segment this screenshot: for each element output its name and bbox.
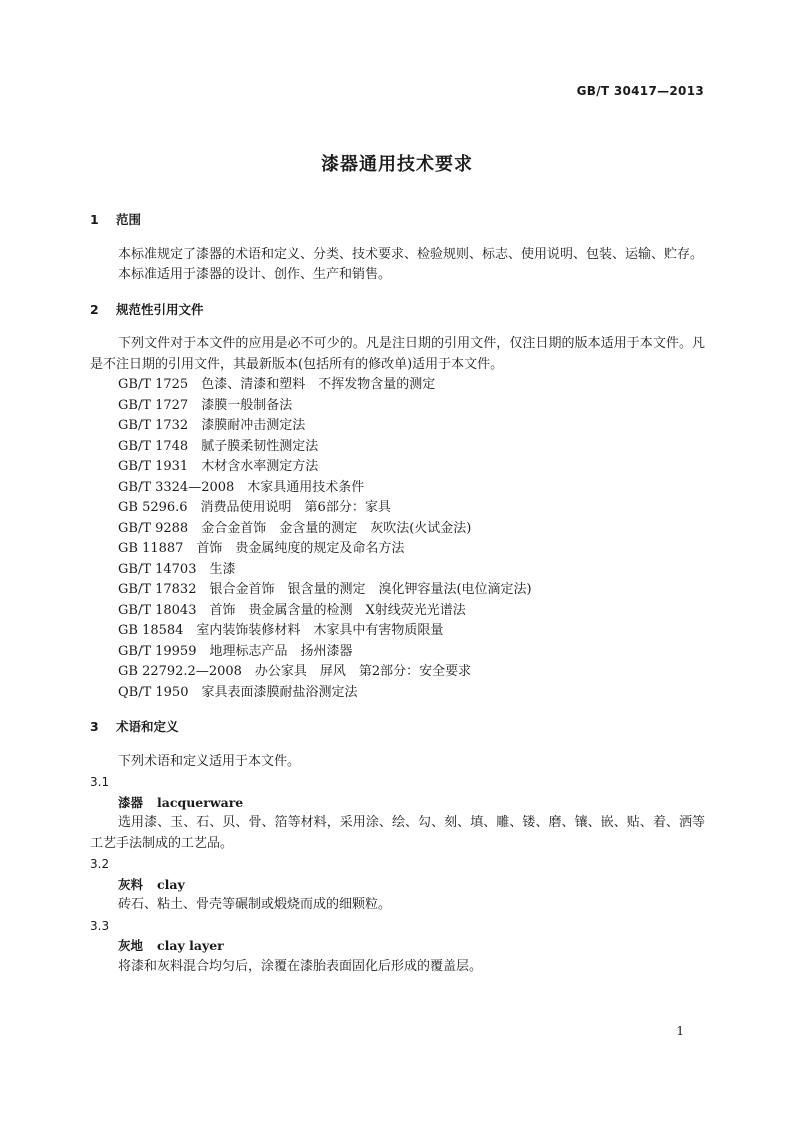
reference-item: GB 18584 室内装饰装修材料 木家具中有害物质限量 [118, 623, 444, 638]
term-definition: 砖石、粘土、骨壳等碾制或煅烧而成的细颗粒。 [118, 897, 392, 912]
paragraph: 本标准规定了漆器的术语和定义、分类、技术要求、检验规则、标志、使用说明、包装、运输、贮存。 [118, 246, 704, 262]
reference-item: GB/T 9288 金合金首饰 金含量的测定 灰吹法(火试金法) [118, 520, 472, 536]
term-name: 灰料 clay [118, 876, 185, 892]
reference-item: GB 5296.6 消费品使用说明 第6部分：家具 [118, 500, 391, 515]
reference-item: QB/T 1950 家具表面漆膜耐盐浴测定法 [118, 684, 358, 700]
page-number: 1 [676, 1024, 684, 1038]
reference-item: GB/T 1732 漆膜耐冲击测定法 [118, 418, 306, 433]
document-body [90, 210, 705, 977]
reference-item: GB/T 14703 生漆 [118, 561, 236, 577]
reference-item: GB/T 1727 漆膜一般制备法 [118, 397, 293, 413]
reference-item: GB/T 1748 腻子膜柔韧性测定法 [118, 438, 319, 454]
paragraph: 下列文件对于本文件的应用是必不可少的。凡是注日期的引用文件，仅注日期的版本适用于本文件。凡是不注日期的引用文件，其最新版本(包括所有的修改单)适用于本文件。 [90, 336, 705, 372]
reference-item: GB/T 1725 色漆、清漆和塑料 不挥发物含量的测定 [118, 377, 436, 392]
term-name: 漆器 lacquerware [118, 794, 244, 810]
term-number: 3.3 [90, 918, 110, 933]
reference-item: GB/T 1931 木材含水率测定方法 [118, 459, 319, 474]
reference-item: GB/T 17832 银合金首饰 银含量的测定 溴化钾容量法(电位滴定法) [118, 582, 532, 597]
document-title: 漆器通用技术要求 [321, 154, 473, 175]
reference-item: GB/T 19959 地理标志产品 扬州漆器 [118, 643, 353, 659]
section-2-heading: 2 规范性引用文件 [90, 301, 204, 317]
section-3-heading: 3 术语和定义 [90, 719, 179, 734]
reference-item: GB 22792.2—2008 办公家具 屏风 第2部分：安全要求 [118, 664, 472, 679]
standard-number: GB/T 30417—2013 [576, 84, 704, 98]
paragraph: 本标准适用于漆器的设计、创作、生产和销售。 [118, 267, 392, 282]
term-name: 灰地 clay layer [118, 938, 224, 953]
term-definition: 选用漆、玉、石、贝、骨、箔等材料，采用涂、绘、勾、刻、填、雕、镂、磨、镶、嵌、贴、着、洒等工艺手法制成的工艺品。 [90, 815, 705, 851]
reference-item: GB/T 3324—2008 木家具通用技术条件 [118, 479, 365, 495]
reference-item: GB/T 18043 首饰 贵金属含量的检测 X射线荧光光谱法 [118, 602, 466, 618]
term-number: 3.2 [90, 857, 110, 871]
reference-item: GB 11887 首饰 贵金属纯度的规定及命名方法 [118, 541, 405, 556]
paragraph: 下列术语和定义适用于本文件。 [118, 753, 301, 769]
section-1-heading: 1 范围 [90, 212, 142, 227]
term-definition: 将漆和灰料混合均匀后，涂覆在漆胎表面固化后形成的覆盖层。 [118, 958, 483, 974]
term-number: 3.1 [90, 775, 110, 789]
